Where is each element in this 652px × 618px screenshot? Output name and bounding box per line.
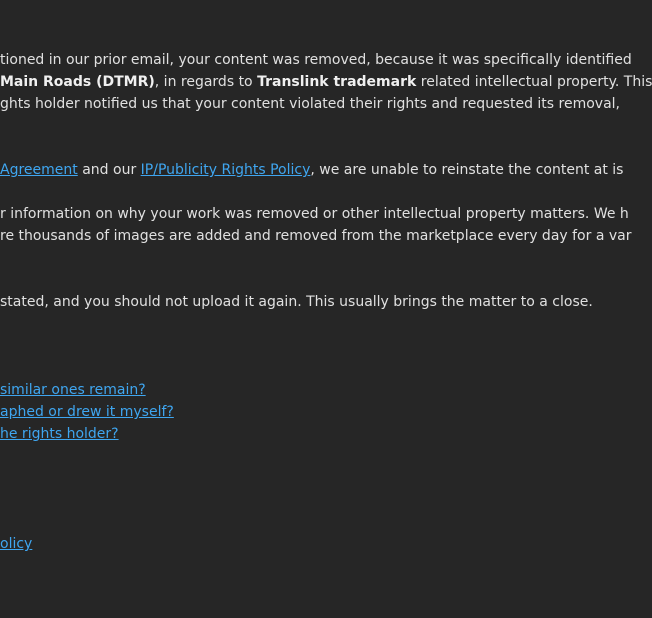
- translink-bold: Translink trademark: [257, 74, 417, 90]
- agreement-link[interactable]: Agreement: [0, 162, 78, 178]
- dtmr-bold: Main Roads (DTMR): [0, 74, 155, 90]
- paragraph-1-line-3: ghts holder notified us that your content violated their rights and requested its removal,: [0, 96, 620, 112]
- faq-link-line-2: [0, 401, 174, 423]
- paragraph-3-line-2: re thousands of images are added and removed from the marketplace every day for a var: [0, 228, 632, 244]
- ip-publicity-rights-policy-link[interactable]: IP/Publicity Rights Policy: [140, 162, 311, 178]
- text-segment: related intellectual property. This: [416, 74, 652, 90]
- policy-link-line: [0, 533, 32, 555]
- paragraph-3-line-1: r information on why your work was removed or other intellectual property matters. We h: [0, 206, 629, 222]
- policy-link[interactable]: olicy: [0, 536, 33, 552]
- text-segment: , we are unable to reinstate the content at is: [310, 162, 624, 178]
- paragraph-4-line-1: stated, and you should not upload it again. This usually brings the matter to a close.: [0, 294, 593, 310]
- faq-link-line-1: [0, 379, 146, 401]
- paragraph-1-line-1: tioned in our prior email, your content was removed, because it was specifically identified: [0, 52, 632, 68]
- text-segment: , in regards to: [154, 74, 258, 90]
- faq-link-photographed-drew-myself[interactable]: aphed or drew it myself?: [0, 404, 174, 420]
- faq-link-line-3: [0, 423, 119, 445]
- paragraph-1-line-2: [0, 71, 652, 93]
- paragraph-2-line-1: [0, 159, 623, 181]
- faq-link-similar-ones-remain[interactable]: similar ones remain?: [0, 382, 146, 398]
- faq-link-rights-holder[interactable]: he rights holder?: [0, 426, 119, 442]
- text-segment: and our: [77, 162, 141, 178]
